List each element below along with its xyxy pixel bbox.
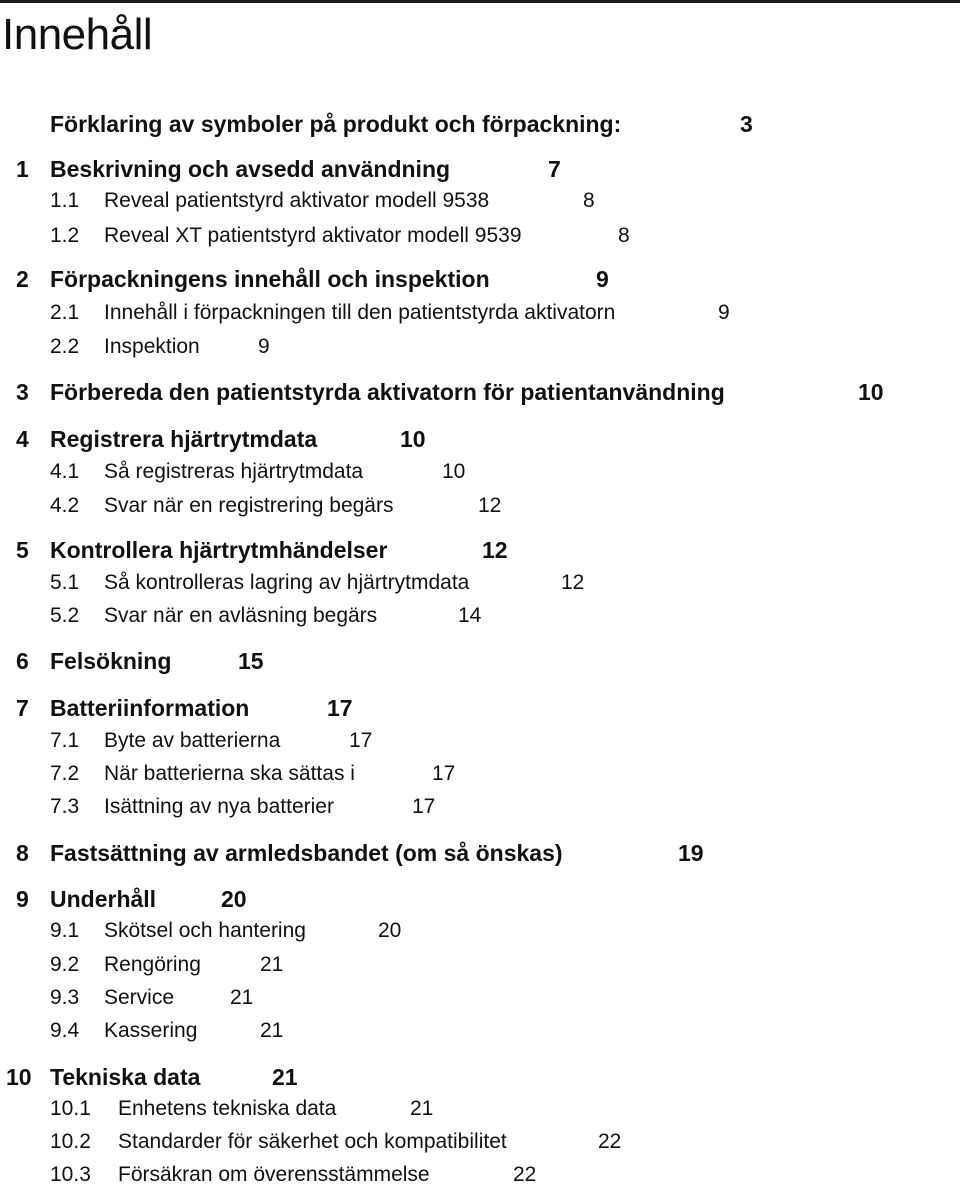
toc-entry-number: 8: [16, 840, 29, 866]
toc-entry-page: 15: [238, 648, 264, 674]
toc-entry-page: 21: [260, 953, 284, 976]
toc-entry-number: 9.2: [50, 953, 80, 976]
toc-entry-title: Fastsättning av armledsbandet (om så önskas): [50, 840, 563, 866]
toc-entry-title: Innehåll i förpackningen till den patientstyrda aktivatorn: [104, 301, 616, 324]
toc-entry-page: 21: [230, 986, 254, 1009]
toc-entry-title: Standarder för säkerhet och kompatibilitet: [118, 1130, 507, 1153]
toc-entry-number: 1: [16, 156, 29, 182]
toc-entry-title: Beskrivning och avsedd användning: [50, 156, 451, 182]
toc-entry-number: 9.4: [50, 1019, 80, 1042]
toc-entry-number: 7.1: [50, 729, 80, 752]
toc-entry-number: 10: [6, 1064, 32, 1090]
toc-entry-number: 9.1: [50, 919, 80, 942]
toc-entry-title: Registrera hjärtrytmdata: [50, 426, 318, 452]
toc-entry-title: Svar när en registrering begärs: [104, 494, 394, 517]
page-title: Innehåll: [2, 10, 153, 59]
toc-entry-number: 7.2: [50, 762, 80, 785]
toc-entry-number: 9: [16, 886, 29, 912]
toc-entry-title: Rengöring: [104, 953, 201, 976]
toc-entry-page: 21: [410, 1097, 434, 1120]
toc-entry-number: 4.2: [50, 494, 80, 517]
toc-entry-title: Svar när en avläsning begärs: [104, 604, 378, 627]
toc-entry-page: 22: [513, 1163, 537, 1186]
toc-entry-number: 7.3: [50, 795, 80, 818]
toc-entry-page: 20: [378, 919, 402, 942]
toc-entry-title: Så registreras hjärtrytmdata: [104, 460, 364, 483]
toc-entry-number: 2.1: [50, 301, 80, 324]
toc-entry-page: 7: [548, 156, 561, 182]
toc-entry-page: 12: [561, 571, 585, 594]
toc-entry-title: Tekniska data: [50, 1064, 201, 1090]
toc-entry-number: 5.2: [50, 604, 80, 627]
toc-entry-number: 9.3: [50, 986, 80, 1009]
toc-entry-number: 5.1: [50, 571, 80, 594]
toc-entry-number: 1.1: [50, 189, 80, 212]
toc-entry-page: 12: [482, 537, 508, 563]
toc-entry-page: 20: [221, 886, 247, 912]
toc-entry-page: 9: [258, 335, 270, 358]
toc-entry-title: När batterierna ska sättas i: [104, 762, 355, 785]
toc-entry-page: 8: [618, 224, 630, 247]
toc-entry-title: Felsökning: [50, 648, 172, 674]
toc-entry-number: 2.2: [50, 335, 80, 358]
toc-entry-page: 3: [740, 111, 753, 137]
toc-entry-title: Enhetens tekniska data: [118, 1097, 337, 1120]
toc-entry-title: Så kontrolleras lagring av hjärtrytmdata: [104, 571, 470, 594]
toc-entry-title: Försäkran om överensstämmelse: [118, 1163, 430, 1186]
toc-entry-page: 14: [458, 604, 482, 627]
toc-entry-page: 9: [596, 266, 609, 292]
top-rule: [0, 0, 960, 3]
toc-entry-number: 7: [16, 695, 29, 721]
toc-entry-title: Underhåll: [50, 886, 157, 912]
toc-entry-title: Förklaring av symboler på produkt och förpackning:: [50, 111, 622, 137]
toc-entry-page: 10: [400, 426, 426, 452]
toc-entry-title: Förbereda den patientstyrda aktivatorn för patientanvändning: [50, 379, 725, 405]
toc-entry-page: 17: [327, 695, 353, 721]
toc-entry-number: 10.2: [50, 1130, 91, 1153]
toc-entry-page: 17: [349, 729, 373, 752]
toc-entry-number: 4.1: [50, 460, 80, 483]
toc-entry-page: 19: [678, 840, 704, 866]
toc-entry-number: 10.1: [50, 1097, 91, 1120]
toc-entry-title: Service: [104, 986, 175, 1009]
toc-entry-title: Byte av batterierna: [104, 729, 281, 752]
toc-entry-page: 10: [858, 379, 884, 405]
toc-entry-title: Kassering: [104, 1019, 198, 1042]
toc-entry-title: Inspektion: [104, 335, 200, 358]
toc-entry-page: 17: [432, 762, 456, 785]
toc-entry-title: Reveal XT patientstyrd aktivator modell 9539: [104, 224, 522, 247]
toc-entry-page: 10: [442, 460, 466, 483]
toc-entry-page: 9: [718, 301, 730, 324]
toc-entry-page: 21: [272, 1064, 298, 1090]
toc-entry-page: 22: [598, 1130, 622, 1153]
toc-entry-number: 3: [16, 379, 29, 405]
toc-entry-number: 10.3: [50, 1163, 91, 1186]
toc-entry-page: 17: [412, 795, 436, 818]
toc-entry-number: 6: [16, 648, 29, 674]
toc-entry-title: Förpackningens innehåll och inspektion: [50, 266, 490, 292]
toc-entry-number: 5: [16, 537, 29, 563]
toc-entry-page: 21: [260, 1019, 284, 1042]
toc-entry-page: 12: [478, 494, 502, 517]
toc-entry-title: Isättning av nya batterier: [104, 795, 334, 818]
toc-entry-number: 4: [16, 426, 29, 452]
toc-entry-title: Skötsel och hantering: [104, 919, 306, 942]
toc-entry-title: Batteriinformation: [50, 695, 250, 721]
toc-entry-title: Kontrollera hjärtrytmhändelser: [50, 537, 388, 563]
toc-entry-page: 8: [583, 189, 595, 212]
toc-entry-number: 2: [16, 266, 29, 292]
toc-entry-number: 1.2: [50, 224, 80, 247]
toc-entry-title: Reveal patientstyrd aktivator modell 9538: [104, 189, 490, 212]
